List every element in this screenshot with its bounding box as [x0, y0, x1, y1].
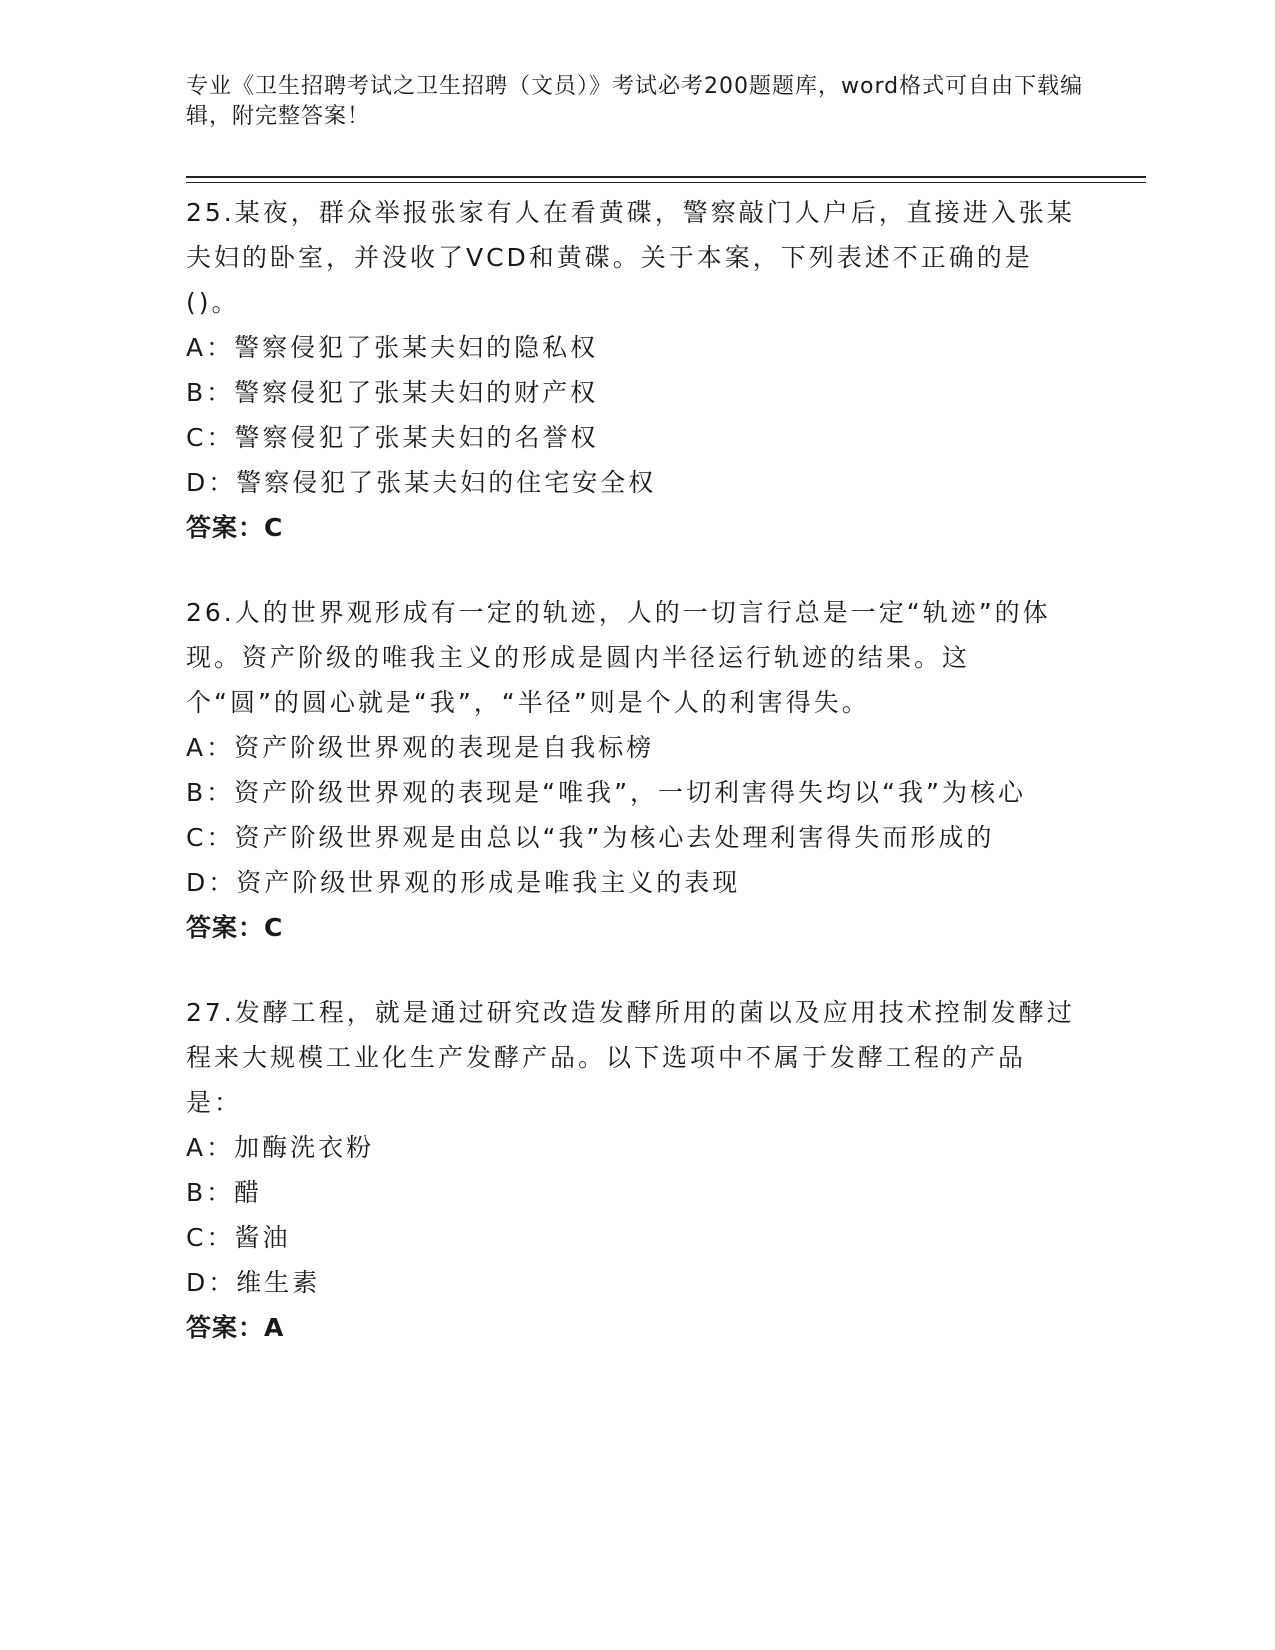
answer: 答案：A: [186, 1313, 285, 1342]
option-c: C：警察侵犯了张某夫妇的名誉权: [186, 423, 599, 452]
answer: 答案：C: [186, 913, 284, 942]
question-25: [186, 190, 1076, 550]
question-26: [186, 590, 1076, 950]
question-list: [186, 190, 1076, 1390]
option-a: A：加酶洗衣粉: [186, 1133, 375, 1162]
question-stem: 26.人的世界观形成有一定的轨迹，人的一切言行总是一定“轨迹”的体现。资产阶级的唯我主义的形成是圆内半径运行轨迹的结果。这个“圆”的圆心就是“我”，“半径”则是个人的利害得失。: [186, 598, 1051, 717]
question-27: [186, 990, 1076, 1350]
header-divider-thick: [186, 176, 1146, 178]
question-stem: 25.某夜，群众举报张家有人在看黄碟，警察敲门人户后，直接进入张某夫妇的卧室，并没收了VCD和黄碟。关于本案，下列表述不正确的是()。: [186, 198, 1075, 317]
answer: 答案：C: [186, 513, 284, 542]
question-stem: 27.发酵工程，就是通过研究改造发酵所用的菌以及应用技术控制发酵过程来大规模工业化生产发酵产品。以下选项中不属于发酵工程的产品是：: [186, 998, 1075, 1117]
document-header: 专业《卫生招聘考试之卫生招聘（文员）》考试必考200题题库，word格式可自由下载编辑，附完整答案！: [186, 74, 1084, 129]
option-d: D：警察侵犯了张某夫妇的住宅安全权: [186, 468, 657, 497]
option-d: D：维生素: [186, 1268, 321, 1297]
option-d: D：资产阶级世界观的形成是唯我主义的表现: [186, 868, 741, 897]
option-b: B：警察侵犯了张某夫妇的财产权: [186, 378, 599, 407]
option-b: B：醋: [186, 1178, 263, 1207]
option-c: C：酱油: [186, 1223, 291, 1252]
option-a: A：警察侵犯了张某夫妇的隐私权: [186, 333, 599, 362]
option-b: B：资产阶级世界观的表现是“唯我”，一切利害得失均以“我”为核心: [186, 778, 1026, 807]
header-divider-thin: [186, 182, 1146, 183]
option-c: C：资产阶级世界观是由总以“我”为核心去处理利害得失而形成的: [186, 823, 995, 852]
option-a: A：资产阶级世界观的表现是自我标榜: [186, 733, 655, 762]
